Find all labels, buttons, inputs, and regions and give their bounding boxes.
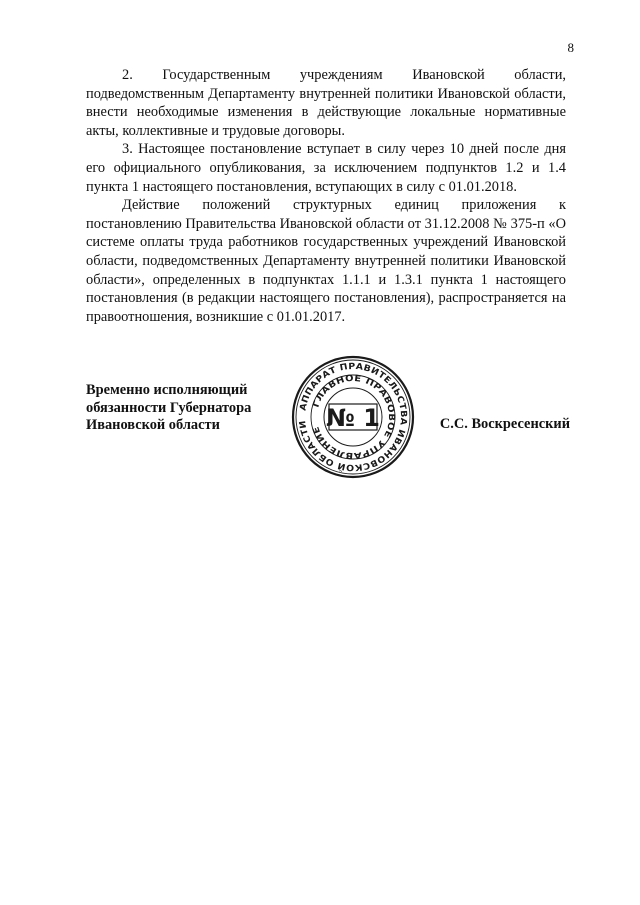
signer-title-line: обязанности Губернатора	[86, 399, 252, 416]
page-number: 8	[567, 40, 574, 55]
signer-title-line: Временно исполняющий	[86, 382, 248, 398]
stamp-number: № 1	[326, 404, 380, 432]
paragraph-effect-of-provisions: Действие положений структурных единиц приложения к постановлению Правительства Ивановской области от 31.12.2008 № 375-п «О системе оплаты труда работников государственных учреждений Ивановской области, подведомственных Департаменту внутренней политики Ивановской области», определенных в подпунктах 1.1.1 и 1.3.1 пункта 1 настоящего постановления (в редакции настоящего постановления), распространяется на правоотношения, возникшие с 01.01.2017.	[86, 197, 566, 325]
signer-title	[86, 382, 286, 435]
signature-block	[86, 361, 570, 488]
signer-title-line: Ивановской области	[86, 417, 220, 433]
document-body	[86, 66, 566, 326]
stamp-outer-text: АППАРАТ ПРАВИТЕЛЬСТВА ИВАНОВСКОЙ ОБЛАСТИ	[298, 361, 409, 473]
paragraph-item-3: 3. Настоящее постановление вступает в силу через 10 дней после дня его официального опубликования, за исключением подпунктов 1.2 и 1.4 пункта 1 настоящего постановления, вступающих в силу с 01.01.2018.	[86, 141, 566, 195]
official-seal-stamp	[291, 355, 415, 479]
paragraph-item-2: 2. Государственным учреждениям Ивановской области, подведомственным Департаменту внутренней политики Ивановской области, внести необходимые изменения в действующие локальные нормативные акты, коллективные и трудовые договоры.	[86, 67, 566, 139]
signer-name: С.С. Воскресенский	[439, 416, 570, 432]
stamp-inner-text: ГЛАВНОЕ ПРАВОВОЕ УПРАВЛЕНИЕ	[311, 373, 397, 461]
